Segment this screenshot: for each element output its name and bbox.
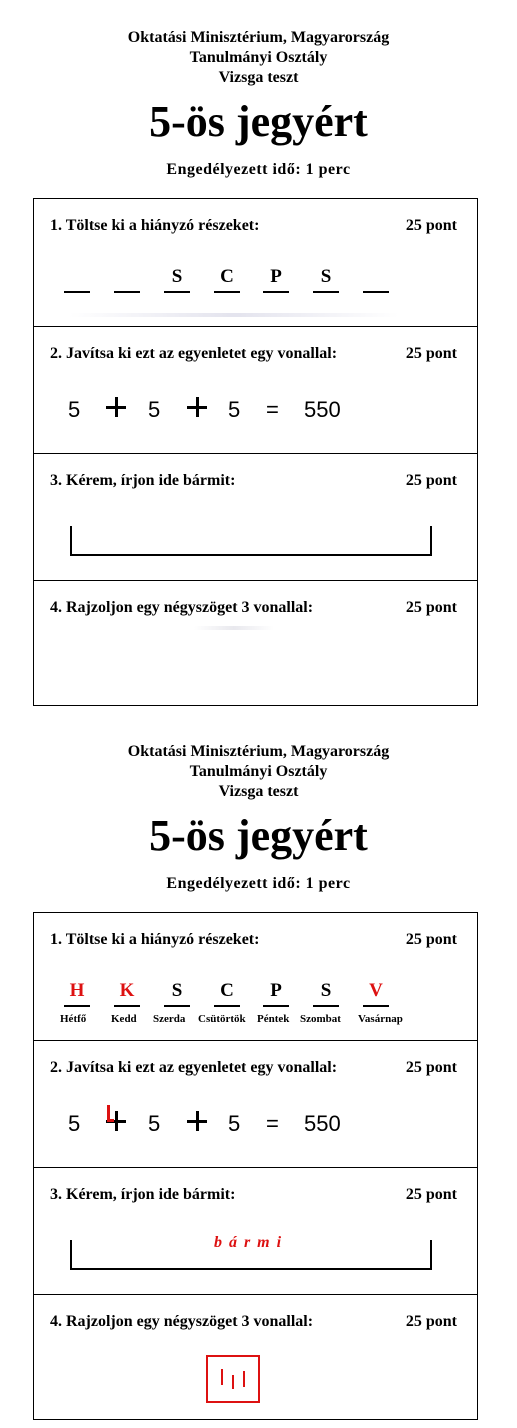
question-1 <box>34 913 477 1041</box>
time-limit: Engedélyezett idő: 1 perc <box>166 875 351 892</box>
slot-letter: S <box>320 266 332 287</box>
drawn-line <box>243 1371 245 1387</box>
solved-exam-sheet <box>0 714 517 1428</box>
slot-letter: P <box>270 266 282 287</box>
exam-label: Vizsga teszt <box>218 69 299 86</box>
question-1-points: 25 pont <box>405 217 457 234</box>
question-2-points: 25 pont <box>405 1059 457 1076</box>
question-4 <box>34 581 477 705</box>
equation-number: 5 <box>68 397 81 422</box>
answer-letter: H <box>69 980 85 1001</box>
question-3 <box>34 454 477 581</box>
plus-sign[interactable] <box>187 397 207 417</box>
equation-number: 5 <box>148 1111 161 1136</box>
question-2-text: 2. Javítsa ki ezt az egyenletet egy vonallal: <box>50 1059 338 1076</box>
drawn-line <box>232 1375 234 1389</box>
equation-number: 5 <box>228 397 241 422</box>
equals-sign: = <box>266 1111 279 1136</box>
exam-label: Vizsga teszt <box>218 783 299 800</box>
question-2 <box>34 327 477 454</box>
question-3-points: 25 pont <box>405 472 457 489</box>
given-letter: S <box>320 980 332 1001</box>
question-3-text: 3. Kérem, írjon ide bármit: <box>50 472 236 489</box>
drawn-line <box>221 1369 223 1385</box>
day-label: Péntek <box>257 1013 290 1025</box>
question-box <box>33 912 478 1420</box>
plus-sign[interactable] <box>187 1111 207 1131</box>
answer-letter: K <box>119 980 135 1001</box>
question-3-text: 3. Kérem, írjon ide bármit: <box>50 1186 236 1203</box>
time-limit: Engedélyezett idő: 1 perc <box>166 161 351 178</box>
slot-letter: S <box>171 266 183 287</box>
question-3 <box>34 1168 477 1295</box>
question-3-points: 25 pont <box>405 1186 457 1203</box>
question-4-text: 4. Rajzoljon egy négyszöget 3 vonallal: <box>50 1313 314 1330</box>
exam-title: 5-ös jegyért <box>149 811 368 860</box>
question-2-points: 25 pont <box>405 345 457 362</box>
given-letter: S <box>171 980 183 1001</box>
answer-area[interactable] <box>70 526 432 556</box>
answer-text: bármi <box>213 1234 289 1251</box>
question-4-points: 25 pont <box>405 1313 457 1330</box>
question-1-points: 25 pont <box>405 931 457 948</box>
question-1 <box>34 199 477 327</box>
department-name: Tanulmányi Osztály <box>189 763 328 780</box>
question-4-text: 4. Rajzoljon egy négyszöget 3 vonallal: <box>50 599 314 616</box>
question-1-text: 1. Töltse ki a hiányzó részeket: <box>50 931 260 948</box>
plus-sign[interactable] <box>106 397 126 417</box>
question-4-points: 25 pont <box>405 599 457 616</box>
eraser-smudge <box>69 313 399 317</box>
question-box <box>33 198 478 706</box>
day-label: Szombat <box>300 1013 341 1025</box>
given-letter: C <box>220 980 234 1001</box>
department-name: Tanulmányi Osztály <box>189 49 328 66</box>
day-label: Hétfő <box>60 1013 87 1025</box>
equation-result: 550 <box>304 1111 341 1136</box>
day-label: Kedd <box>111 1013 137 1025</box>
eraser-smudge <box>194 626 274 630</box>
equation-result: 550 <box>304 397 341 422</box>
equation-number: 5 <box>68 1111 81 1136</box>
answer-letter: V <box>369 980 383 1001</box>
question-4 <box>34 1295 477 1419</box>
question-2 <box>34 1041 477 1168</box>
exam-title: 5-ös jegyért <box>149 97 368 146</box>
given-letter: P <box>270 980 282 1001</box>
equation-number: 5 <box>228 1111 241 1136</box>
question-1-text: 1. Töltse ki a hiányzó részeket: <box>50 217 260 234</box>
day-label: Vasárnap <box>358 1013 403 1025</box>
slot-letter: C <box>220 266 234 287</box>
ministry-name: Oktatási Minisztérium, Magyarország <box>127 743 390 760</box>
equals-sign: = <box>266 397 279 422</box>
correction-stroke <box>107 1119 114 1122</box>
drawn-square <box>206 1355 260 1403</box>
question-2-text: 2. Javítsa ki ezt az egyenletet egy vonallal: <box>50 345 338 362</box>
ministry-name: Oktatási Minisztérium, Magyarország <box>127 29 390 46</box>
day-label: Szerda <box>153 1013 186 1025</box>
day-label: Csütörtök <box>198 1013 246 1025</box>
equation-number: 5 <box>148 397 161 422</box>
